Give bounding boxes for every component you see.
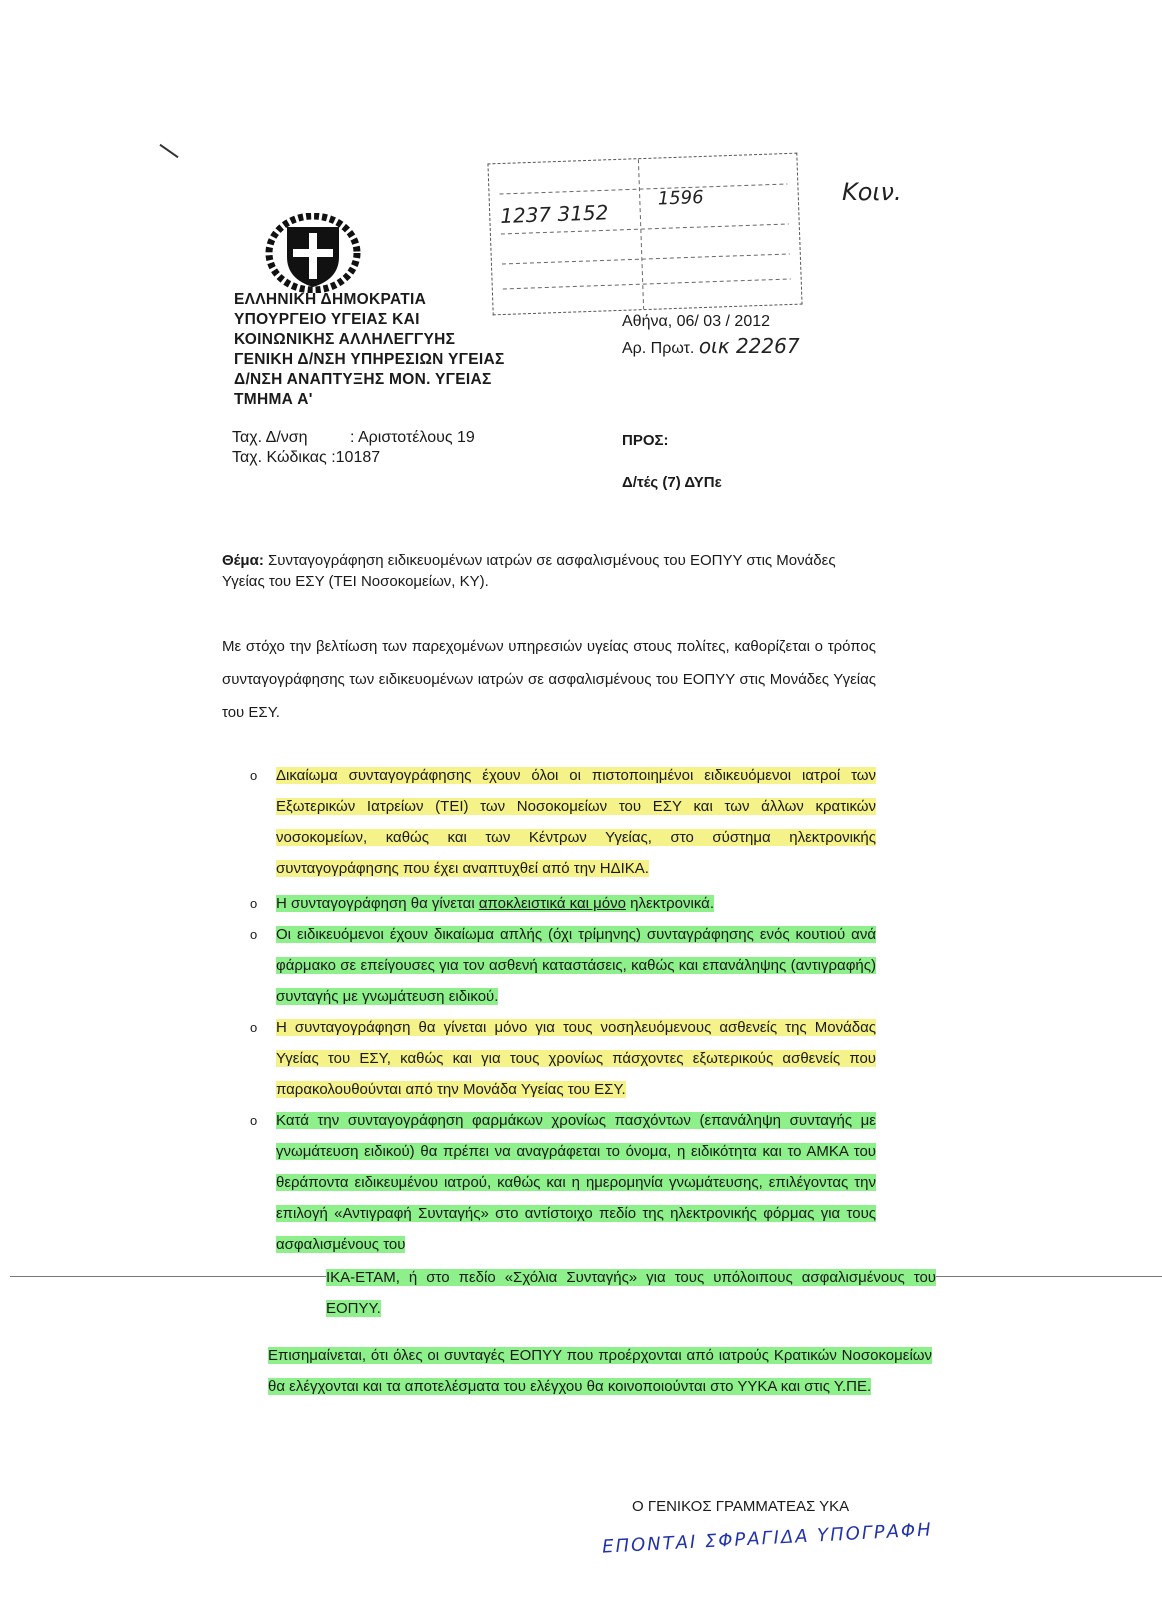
signature-title: Ο ΓΕΝΙΚΟΣ ΓΡΑΜΜΑΤΕΑΣ ΥΚΑ <box>632 1498 850 1515</box>
bullet-text-end: ηλεκτρονικά. <box>630 895 714 912</box>
bullet-text: Οι ειδικευόμενοι έχουν δικαίωμα απλής (όχι τρίμηνης) συνταγράφησης ενός κουτιού ανά φάρμακο σε επείγουσες για τον ασθενή καταστάσεις, καθώς και επανάληψης (αντιγραφής) συνταγής με γνωμάτευση ειδικού. <box>276 926 876 1005</box>
bullet-icon: o <box>250 1113 258 1128</box>
closing-paragraph <box>268 1340 932 1402</box>
bullet-text: Κατά την συνταγογράφηση φαρμάκων χρονίως πασχόντων (επανάληψη συνταγής με γνωμάτευση ειδικού) θα πρέπει να αναγράφεται το όνομα, η ειδικότητα και το ΑΜΚΑ του θεράποντα ειδικευμένου ιατρού, καθώς και η ημερομηνία γνωμάτευσης, επιλέγοντας την επιλογή «Αντιγραφή Συνταγής» στο αντίστοιχο πεδίο της ηλεκτρονικής φόρμας για τους ασφαλισμένους του <box>276 1112 876 1253</box>
header-line: ΚΟΙΝΩΝΙΚΗΣ ΑΛΛΗΛΕΓΓΥΗΣ <box>234 331 456 348</box>
stamp-number: 1237 3152 <box>499 200 609 229</box>
emphasis-underline: αποκλειστικά και μόνο <box>478 895 626 912</box>
stamp-mark: 1596 <box>657 186 704 210</box>
subject <box>222 550 882 592</box>
street-label: Ταχ. Δ/νση <box>232 429 308 446</box>
header-line: ΓΕΝΙΚΗ Δ/ΝΣΗ ΥΠΗΡΕΣΙΩΝ ΥΓΕΙΑΣ <box>234 351 505 368</box>
protocol-label: Αρ. Πρωτ. <box>622 340 695 357</box>
protocol-stamp <box>487 153 802 316</box>
bullet-list <box>250 760 876 1260</box>
bullet-icon: o <box>250 1020 258 1035</box>
signature-note: ΕΠΟΝΤΑΙ ΣΦΡΑΓΙΔΑ ΥΠΟΓΡΑΦΗ <box>601 1519 934 1558</box>
postcode-value: :10187 <box>331 449 381 466</box>
scan-mark <box>159 144 178 158</box>
protocol-number: οικ 22267 <box>698 334 800 358</box>
list-item <box>250 760 876 884</box>
bullet-icon: o <box>250 896 258 911</box>
list-item <box>250 919 876 1012</box>
subject-label: Θέμα: <box>222 552 264 569</box>
ministry-header <box>234 290 505 410</box>
recipient-value: Δ/τές (7) ΔΥΠε <box>622 474 722 491</box>
header-line: ΕΛΛΗΝΙΚΗ ΔΗΜΟΚΡΑΤΙΑ <box>234 291 427 308</box>
list-item <box>250 888 876 919</box>
header-line: ΤΜΗΜΑ Α' <box>234 391 313 408</box>
continuation-line: ΙΚΑ-ΕΤΑΜ, ή στο πεδίο «Σχόλια Συνταγής» για τους υπόλοιπους ασφαλισμένους του ΕΟΠΥΥ. <box>326 1269 936 1317</box>
address-block <box>232 428 475 468</box>
bullet-icon: o <box>250 927 258 942</box>
bullet-text: Δικαίωμα συνταγογράφησης έχουν όλοι οι πιστοποιημένοι ειδικευόμενοι ιατροί των Εξωτερικών Ιατρείων (ΤΕΙ) των Νοσοκομείων του ΕΣΥ και των άλλων κρατικών νοσοκομείων, καθώς και των Κέντρων Υγείας, στο σύστημα ηλεκτρονικής συνταγογράφησης που έχει αναπτυχθεί από την ΗΔΙΚΑ. <box>276 767 876 877</box>
postcode-label: Ταχ. Κώδικας <box>232 449 327 466</box>
bullet-text: Η συνταγογράφηση θα γίνεται <box>276 895 475 912</box>
date-line: Αθήνα, 06/ 03 / 2012 <box>622 313 771 330</box>
corner-note: Κοιν. <box>842 178 902 206</box>
protocol-line <box>622 334 800 358</box>
intro-paragraph: Με στόχο την βελτίωση των παρεχομένων υπηρεσιών υγείας στους πολίτες, καθορίζεται ο τρόπος συνταγογράφησης των ειδικευομένων ιατρών σε ασφαλισμένους του ΕΟΠΥΥ στις Μονάδες Υγείας του ΕΣΥ. <box>222 638 876 721</box>
list-item <box>250 1012 876 1105</box>
header-line: Δ/ΝΣΗ ΑΝΑΠΤΥΞΗΣ ΜΟΝ. ΥΓΕΙΑΣ <box>234 371 492 388</box>
bullet-text: Η συνταγογράφηση θα γίνεται μόνο για τους νοσηλευόμενους ασθενείς της Μονάδας Υγείας του ΕΣΥ, καθώς και για τους χρονίως πάσχοντες εξωτερικούς ασθενείς που παρακολουθούνται από την Μονάδα Υγείας του ΕΣΥ. <box>276 1019 876 1098</box>
list-item <box>250 1105 876 1260</box>
continuation-text <box>326 1262 936 1324</box>
greek-emblem-icon <box>265 213 361 293</box>
bullet-icon: o <box>250 768 258 783</box>
recipient-label: ΠΡΟΣ: <box>622 432 669 449</box>
street-value: : Αριστοτέλους 19 <box>350 429 475 446</box>
stamp-grid <box>488 154 801 315</box>
subject-text: Συνταγογράφηση ειδικευομένων ιατρών σε ασφαλισμένους του ΕΟΠΥΥ στις Μονάδες Υγείας του ΕΣΥ (ΤΕΙ Νοσοκομείων, ΚΥ). <box>222 552 836 590</box>
header-line: ΥΠΟΥΡΓΕΙΟ ΥΓΕΙΑΣ ΚΑΙ <box>234 311 420 328</box>
closing-text: Επισημαίνεται, ότι όλες οι συνταγές ΕΟΠΥΥ που προέρχονται από ιατρούς Κρατικών Νοσοκομείων θα ελέγχονται και τα αποτελέσματα του ελέγχου θα κοινοποιούνται στο ΥΥΚΑ και στις Υ.ΠΕ. <box>268 1347 932 1395</box>
